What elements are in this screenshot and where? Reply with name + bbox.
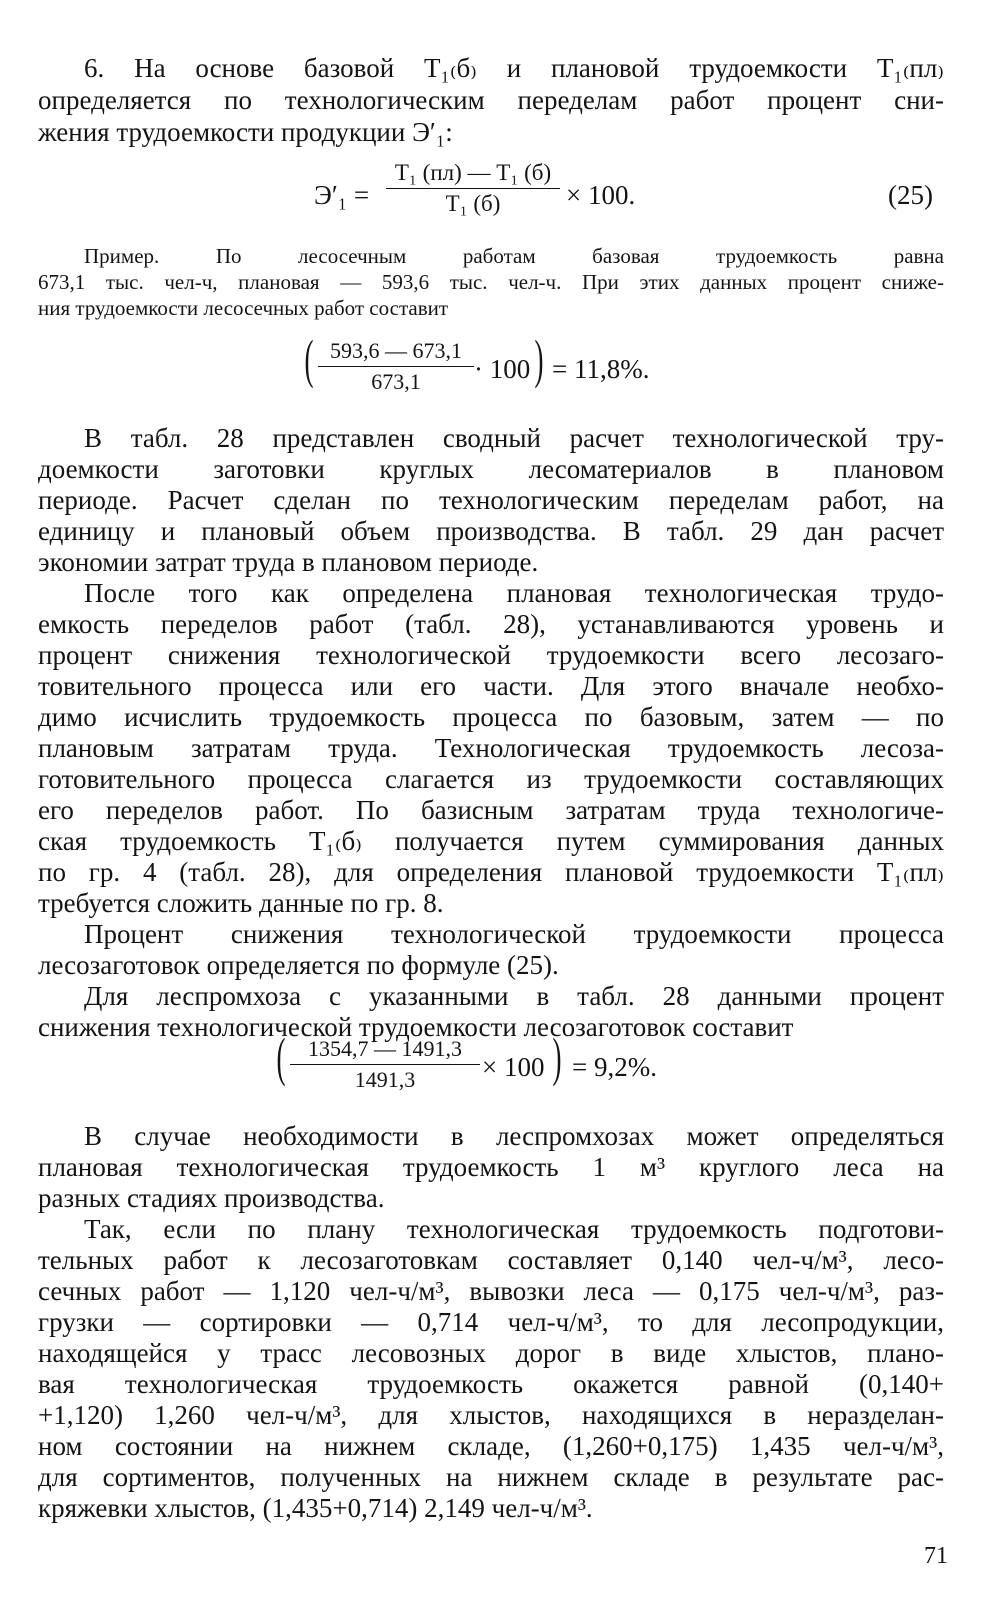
example-line: 673,1 тыс. чел-ч, плановая — 593,6 тыс. чел-ч. При этих данных процент сниже- xyxy=(38,270,944,294)
right-parenthesis: ) xyxy=(534,329,544,389)
calc-denominator: 673,1 xyxy=(371,369,421,394)
text-line: жения трудоемкости продукции Э′₁: xyxy=(38,117,453,147)
formula-denominator: Т₁ (б) xyxy=(445,191,501,216)
text-line: определяется по технологическим переделам работ процент сни- xyxy=(38,85,944,115)
left-parenthesis: ( xyxy=(276,1027,286,1087)
formula-rhs: × 100. xyxy=(566,180,636,210)
calc-multiplier: × 100 xyxy=(482,1052,545,1082)
text-line: кряжевки хлыстов, (1,435+0,714) 2,149 чел-ч/м³. xyxy=(38,1493,593,1523)
formula-fraction xyxy=(386,160,560,217)
text-line: вая технологическая трудоемкость окажется равной (0,140+ xyxy=(38,1369,944,1399)
text-line: сечных работ — 1,120 чел-ч/м³, вывозки леса — 0,175 чел-ч/м³, раз- xyxy=(38,1276,944,1306)
calc-denominator: 1491,3 xyxy=(354,1067,416,1092)
text-line: Для леспромхоза с указанными в табл. 28 данными процент xyxy=(84,981,944,1011)
text-line: После того как определена плановая технологическая трудо- xyxy=(84,578,944,608)
text-line: требуется сложить данные по гр. 8. xyxy=(38,888,444,918)
fraction-bar xyxy=(386,188,560,189)
text-line: процент снижения технологической трудоемкости всего лесозаго- xyxy=(38,640,944,670)
formula-lhs: Э′₁ = xyxy=(314,180,370,210)
text-line: экономии затрат труда в плановом периоде. xyxy=(38,547,539,577)
equation-number: (25) xyxy=(888,180,933,210)
text-line: его переделов работ. По базисным затратам труда технологиче- xyxy=(38,795,944,825)
text-line: единицу и плановый объем производства. В табл. 29 дан расчет xyxy=(38,516,944,546)
text-line: плановая технологическая трудоемкость 1 м³ круглого леса на xyxy=(38,1152,944,1182)
text-line: товительного процесса или его части. Для этого вначале необхо- xyxy=(38,671,944,701)
text-line: готовительного процесса слагается из трудоемкости составляющих xyxy=(38,764,944,794)
example-line: Пример. По лесосечным работам базовая трудоемкость равна xyxy=(84,244,944,268)
text-line: плановым затратам труда. Технологическая трудоемкость лесоза- xyxy=(38,733,944,763)
text-line: лесозаготовок определяется по формуле (25). xyxy=(38,950,559,980)
text-line: Процент снижения технологической трудоемкости процесса xyxy=(84,919,944,949)
left-parenthesis: ( xyxy=(304,329,314,389)
text-line: по гр. 4 (табл. 28), для определения плановой трудоемкости Т₁₍пл₎ xyxy=(38,857,944,887)
text-line: периоде. Расчет сделан по технологическим переделам работ, на xyxy=(38,485,944,515)
example-line: ния трудоемкости лесосечных работ составит xyxy=(38,296,449,320)
right-parenthesis: ) xyxy=(552,1027,562,1087)
text-line: грузки — сортировки — 0,714 чел-ч/м³, то для лесопродукции, xyxy=(38,1307,944,1337)
text-line: для сортиментов, полученных на нижнем складе в результате рас- xyxy=(38,1462,944,1492)
fraction-bar xyxy=(290,1064,480,1065)
text-line: 6. На основе базовой Т₁₍б₎ и плановой трудоемкости Т₁₍пл₎ xyxy=(84,53,944,83)
calc-numerator: 1354,7 — 1491,3 xyxy=(308,1036,462,1061)
text-line: снижения технологической трудоемкости лесозаготовок составит xyxy=(38,1012,794,1042)
calc-fraction xyxy=(290,1036,480,1093)
fraction-bar xyxy=(318,366,474,367)
text-line: +1,120) 1,260 чел-ч/м³, для хлыстов, находящихся в неразделан- xyxy=(38,1400,944,1430)
calc-multiplier: · 100 xyxy=(474,354,531,384)
calc-numerator: 593,6 — 673,1 xyxy=(330,338,462,363)
text-line: Так, если по плану технологическая трудоемкость подготови- xyxy=(84,1214,944,1244)
text-line: димо исчислить трудоемкость процесса по базовым, затем — по xyxy=(38,702,944,732)
text-line: В табл. 28 представлен сводный расчет технологической тру- xyxy=(84,423,944,453)
page-number: 71 xyxy=(924,1543,948,1569)
calc-fraction xyxy=(318,338,474,395)
text-line: В случае необходимости в леспромхозах может определяться xyxy=(84,1121,944,1151)
calc-result: = 11,8%. xyxy=(552,354,650,384)
text-line: доемкости заготовки круглых лесоматериалов в плановом xyxy=(38,454,944,484)
text-line: емкость переделов работ (табл. 28), устанавливаются уровень и xyxy=(38,609,944,639)
text-line: разных стадиях производства. xyxy=(38,1183,385,1213)
text-line: ская трудоемкость Т₁₍б₎ получается путем суммирования данных xyxy=(38,826,944,856)
text-line: тельных работ к лесозаготовкам составляет 0,140 чел-ч/м³, лесо- xyxy=(38,1245,944,1275)
calc-result: = 9,2%. xyxy=(572,1052,657,1082)
text-line: ном состоянии на нижнем складе, (1,260+0,175) 1,435 чел-ч/м³, xyxy=(38,1431,944,1461)
formula-numerator: Т₁ (пл) — Т₁ (б) xyxy=(394,160,552,185)
text-line: находящейся у трасс лесовозных дорог в виде хлыстов, плано- xyxy=(38,1338,944,1368)
